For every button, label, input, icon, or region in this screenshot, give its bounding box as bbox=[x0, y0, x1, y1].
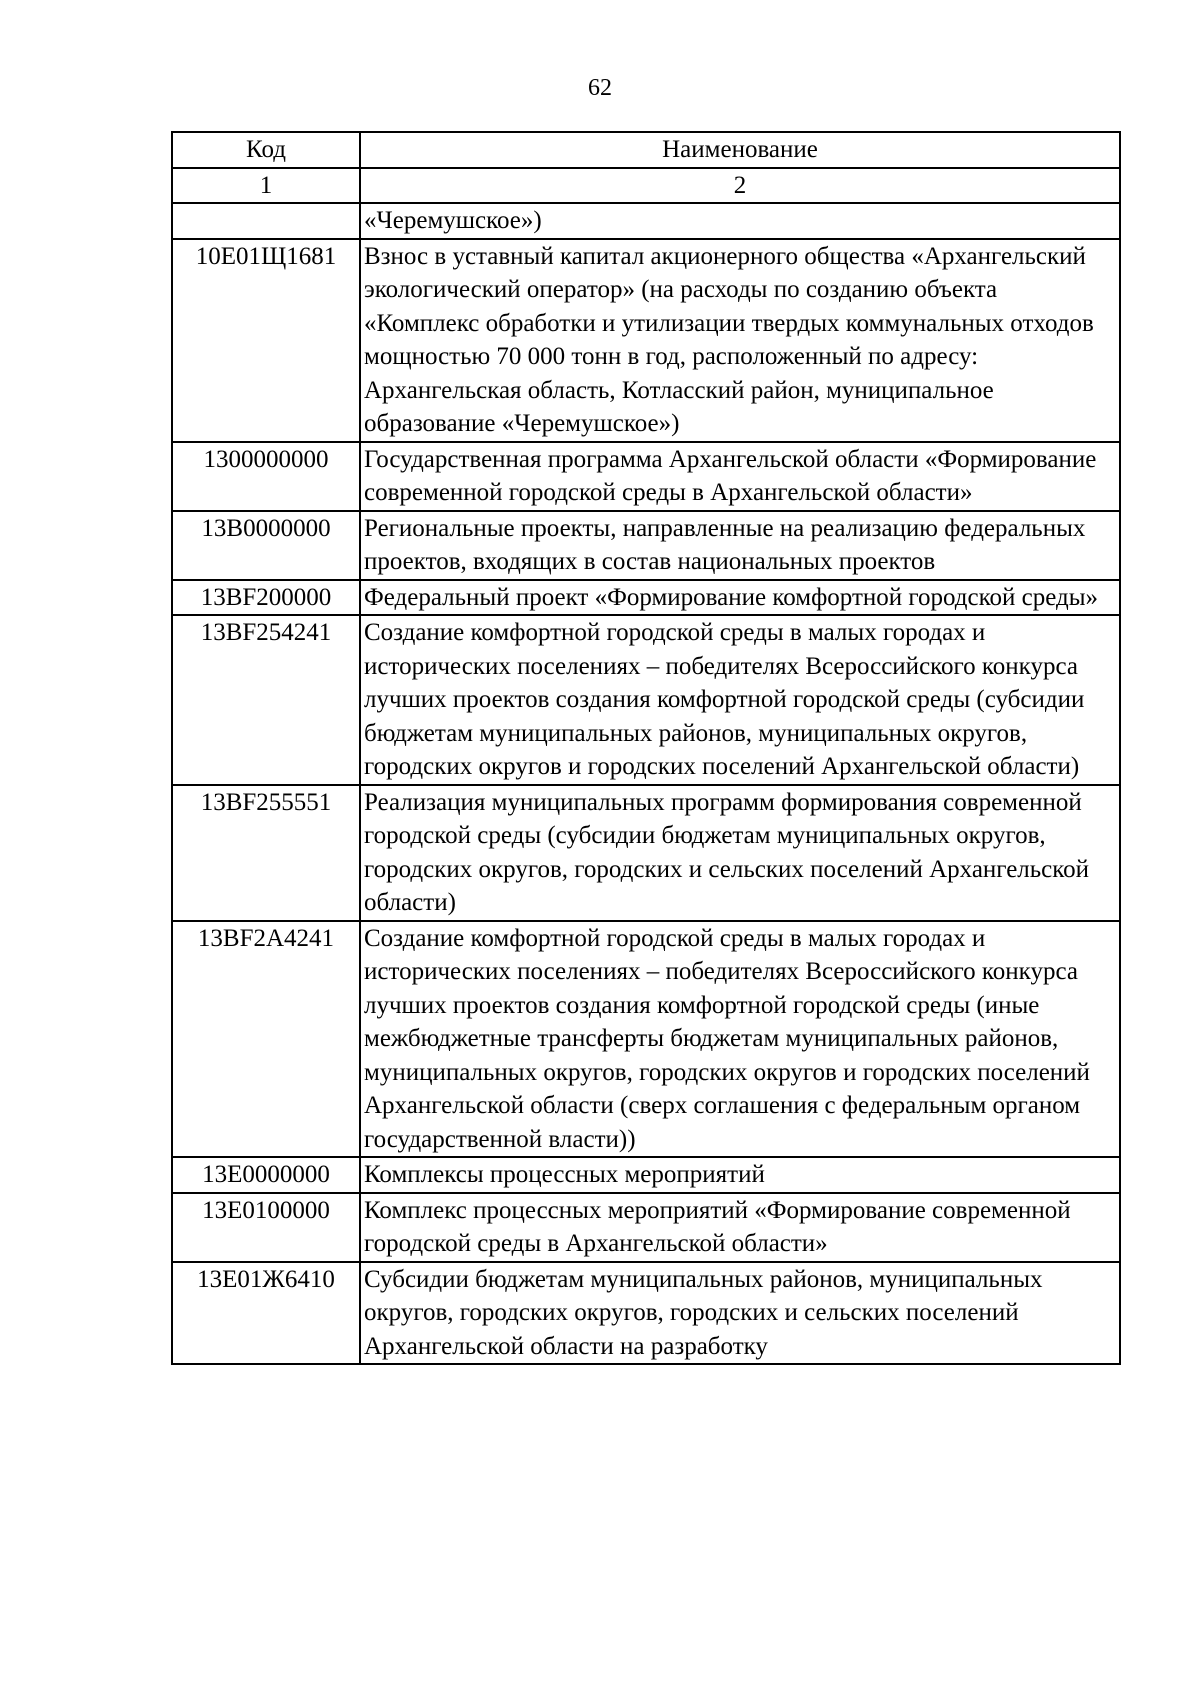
table-body bbox=[172, 203, 1120, 1364]
row-name: Создание комфортной городской среды в малых городах и исторических поселениях – победителях Всероссийского конкурса лучших проектов создания комфортной городской среды (иные межбюджетные трансферты бюджетам муниципальных районов, муниципальных округов, городских округов и городских поселений Архангельской области (сверх соглашения с федеральным органом государственной власти)) bbox=[360, 921, 1120, 1158]
table-row bbox=[172, 921, 1120, 1158]
row-code: 13В0000000 bbox=[172, 511, 360, 580]
table-row bbox=[172, 511, 1120, 580]
row-name: Субсидии бюджетам муниципальных районов, муниципальных округов, городских округов, городских и сельских поселений Архангельской области на разработку bbox=[360, 1262, 1120, 1365]
row-code: 1300000000 bbox=[172, 442, 360, 511]
budget-classification-table bbox=[171, 131, 1121, 1365]
row-code: 13ВF254241 bbox=[172, 615, 360, 785]
row-name: Комплексы процессных мероприятий bbox=[360, 1157, 1120, 1193]
row-name: Региональные проекты, направленные на реализацию федеральных проектов, входящих в состав национальных проектов bbox=[360, 511, 1120, 580]
table-row bbox=[172, 442, 1120, 511]
table-row bbox=[172, 1157, 1120, 1193]
row-code: 13Е01Ж6410 bbox=[172, 1262, 360, 1365]
header-code: Код bbox=[172, 132, 360, 168]
column-number-row bbox=[172, 168, 1120, 204]
table-row bbox=[172, 203, 1120, 239]
row-code: 13Е0000000 bbox=[172, 1157, 360, 1193]
header-name: Наименование bbox=[360, 132, 1120, 168]
row-name: Федеральный проект «Формирование комфортной городской среды» bbox=[360, 580, 1120, 616]
table-row bbox=[172, 785, 1120, 921]
table-row bbox=[172, 615, 1120, 785]
row-code: 13Е0100000 bbox=[172, 1193, 360, 1262]
row-name: «Черемушское») bbox=[360, 203, 1120, 239]
table-row bbox=[172, 239, 1120, 442]
table-header-row bbox=[172, 132, 1120, 168]
row-name: Реализация муниципальных программ формирования современной городской среды (субсидии бюджетам муниципальных округов, городских округов, городских и сельских поселений Архангельской области) bbox=[360, 785, 1120, 921]
table-row bbox=[172, 580, 1120, 616]
row-code: 13ВF2А4241 bbox=[172, 921, 360, 1158]
column-number-code: 1 bbox=[172, 168, 360, 204]
column-number-name: 2 bbox=[360, 168, 1120, 204]
row-name: Государственная программа Архангельской области «Формирование современной городской среды в Архангельской области» bbox=[360, 442, 1120, 511]
row-code bbox=[172, 203, 360, 239]
row-name: Взнос в уставный капитал акционерного общества «Архангельский экологический оператор» (на расходы по созданию объекта «Комплекс обработки и утилизации твердых коммунальных отходов мощностью 70 000 тонн в год, расположенный по адресу: Архангельская область, Котласский район, муниципальное образование «Черемушское») bbox=[360, 239, 1120, 442]
row-code: 10Е01Щ1681 bbox=[172, 239, 360, 442]
row-name: Комплекс процессных мероприятий «Формирование современной городской среды в Архангельской области» bbox=[360, 1193, 1120, 1262]
row-name: Создание комфортной городской среды в малых городах и исторических поселениях – победителях Всероссийского конкурса лучших проектов создания комфортной городской среды (субсидии бюджетам муниципальных районов, муниципальных округов, городских округов и городских поселений Архангельской области) bbox=[360, 615, 1120, 785]
table-row bbox=[172, 1193, 1120, 1262]
row-code: 13ВF200000 bbox=[172, 580, 360, 616]
page-number: 62 bbox=[588, 75, 612, 101]
table-row bbox=[172, 1262, 1120, 1365]
row-code: 13ВF255551 bbox=[172, 785, 360, 921]
